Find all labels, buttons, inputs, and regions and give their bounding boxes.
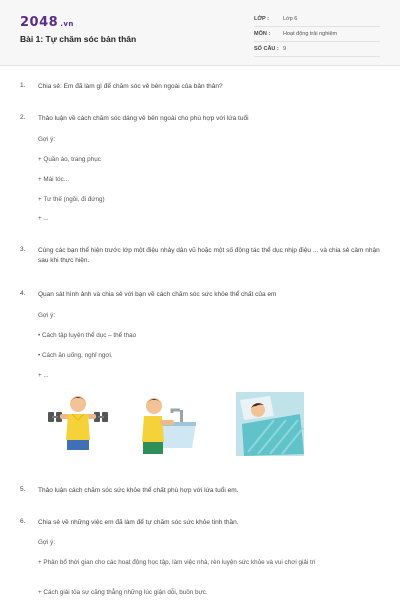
exercise-illustration: [42, 390, 114, 458]
question-text: Cùng các bạn thể hiện trước lớp một điệu nhảy dân vũ hoặc một số động tác thể dục nhịp điệu ... và chia sẻ cảm nhận sau khi thực hiện.: [38, 247, 380, 264]
site-logo[interactable]: 2048 .vn: [20, 15, 74, 30]
question-text: Chia sẻ: Em đã làm gì để chăm sóc vẻ bên ngoài của bản thân?: [38, 83, 223, 90]
hint-line: Gợi ý:: [38, 312, 56, 319]
hint-line: Gợi ý:: [38, 539, 56, 546]
lesson-meta: [254, 12, 380, 57]
meta-row-count: [254, 42, 380, 57]
hint-line: + Mái tóc...: [38, 176, 69, 183]
lesson-title: Bài 1: Tự chăm sóc bản thân: [20, 34, 137, 44]
sleeping-illustration: [234, 390, 306, 458]
meta-label: SỐ CÂU :: [254, 46, 279, 52]
question-text: Quan sát hình ảnh và chia sẻ với bạn về cách chăm sóc sức khỏe thể chất của em: [38, 291, 277, 298]
hint-line: + Cách giải tỏa sự căng thẳng những lúc giận dỗi, buồn bực.: [38, 589, 208, 596]
question-number: 5.: [20, 486, 26, 493]
question-text: Thảo luận về cách chăm sóc dáng vẻ bên ngoài cho phù hợp với lứa tuổi: [38, 115, 249, 122]
question-number: 4.: [20, 290, 26, 297]
hand-washing-illustration: [128, 390, 200, 458]
meta-value: Hoạt động trải nghiệm: [283, 31, 338, 37]
meta-row-grade: [254, 12, 380, 27]
meta-label: LỚP :: [254, 16, 269, 22]
meta-label: MÔN :: [254, 31, 271, 37]
question-text: Chia sẻ về những việc em đã làm để tự chăm sóc sức khỏe tinh thần.: [38, 519, 239, 526]
question-number: 1.: [20, 82, 26, 89]
question-number: 6.: [20, 518, 26, 525]
hint-line: + ...: [38, 372, 49, 379]
meta-value: Lớp 6: [283, 16, 298, 22]
question-number: 3.: [20, 246, 26, 253]
hint-line: + Phân bổ thời gian cho các hoạt động học tập, làm việc nhà, rèn luyện sức khỏe và vui chơi giải trí: [38, 559, 316, 566]
hint-line: Gợi ý:: [38, 136, 56, 143]
hint-line: • Cách ăn uống, nghỉ ngơi.: [38, 352, 113, 359]
question-number: 2.: [20, 114, 26, 121]
meta-row-subject: [254, 27, 380, 42]
hint-line: + Quần áo, trang phục: [38, 156, 101, 163]
meta-value: 9: [283, 46, 287, 52]
hint-line: • Cách tập luyện thể dục – thể thao: [38, 332, 137, 339]
hint-line: + Tư thế (ngồi, đi đứng): [38, 196, 105, 203]
page-header: [0, 0, 400, 66]
hint-line: + ...: [38, 215, 49, 222]
question-text: Thảo luận cách chăm sóc sức khỏe thể chất phù hợp với lứa tuổi em.: [38, 487, 239, 494]
